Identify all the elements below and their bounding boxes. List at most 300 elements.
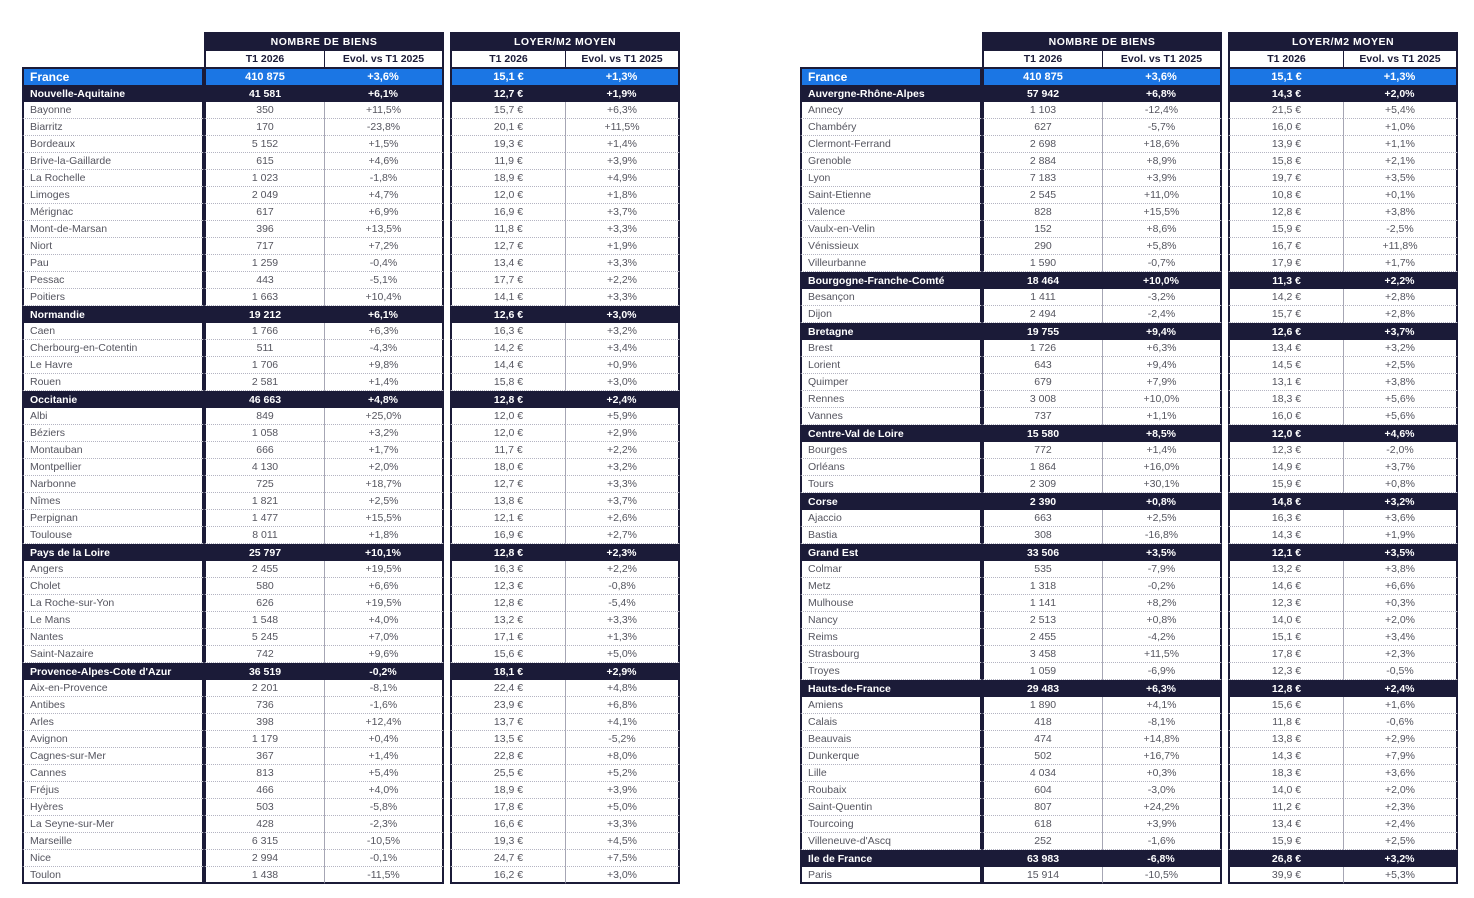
value-cell: 1 179 <box>204 731 324 748</box>
value-cell: +3,5% <box>1343 170 1458 187</box>
value-cell: 813 <box>204 765 324 782</box>
value-cell: 807 <box>982 799 1102 816</box>
city-row-label: Saint-Etienne <box>800 187 982 204</box>
value-cell: 627 <box>982 119 1102 136</box>
value-cell: 290 <box>982 238 1102 255</box>
value-cell: 15,8 € <box>1228 153 1343 170</box>
value-cell: +2,8% <box>1343 289 1458 306</box>
value-cell: 511 <box>204 340 324 357</box>
value-cell: -0,2% <box>324 663 444 680</box>
value-cell: +2,5% <box>324 493 444 510</box>
value-cell: 626 <box>204 595 324 612</box>
city-row-label: Pessac <box>22 272 204 289</box>
value-cell: 828 <box>982 204 1102 221</box>
value-cell: +8,0% <box>565 748 680 765</box>
value-cell: +0,8% <box>1343 476 1458 493</box>
value-cell: 580 <box>204 578 324 595</box>
value-cell: +7,0% <box>324 629 444 646</box>
value-cell: 20,1 € <box>450 119 565 136</box>
value-cell: +8,9% <box>1102 153 1222 170</box>
value-cell: -4,3% <box>324 340 444 357</box>
value-cell: 12,3 € <box>1228 595 1343 612</box>
value-cell: +2,5% <box>1102 510 1222 527</box>
value-cell: 15,9 € <box>1228 833 1343 850</box>
city-row-label: Montauban <box>22 442 204 459</box>
city-row-label: Angers <box>22 561 204 578</box>
value-cell: 618 <box>982 816 1102 833</box>
value-cell: 1 411 <box>982 289 1102 306</box>
header-spacer <box>800 32 982 51</box>
city-row-label: Montpellier <box>22 459 204 476</box>
value-cell: 14,6 € <box>1228 578 1343 595</box>
value-cell: 19,7 € <box>1228 170 1343 187</box>
value-cell: 12,8 € <box>450 544 565 561</box>
city-row-label: Marseille <box>22 833 204 850</box>
city-row-label: Tourcoing <box>800 816 982 833</box>
value-cell: +3,4% <box>565 340 680 357</box>
city-row-label: Brive-la-Gaillarde <box>22 153 204 170</box>
value-cell: 41 581 <box>204 85 324 102</box>
value-cell: +19,5% <box>324 561 444 578</box>
city-row-label: La Roche-sur-Yon <box>22 595 204 612</box>
value-cell: 737 <box>982 408 1102 425</box>
value-cell: -7,9% <box>1102 561 1222 578</box>
value-cell: 1 103 <box>982 102 1102 119</box>
value-cell: 13,4 € <box>1228 340 1343 357</box>
value-cell: 604 <box>982 782 1102 799</box>
region-row-label: Auvergne-Rhône-Alpes <box>800 85 982 102</box>
value-cell: 18,9 € <box>450 782 565 799</box>
value-cell: 350 <box>204 102 324 119</box>
value-cell: 12,8 € <box>450 391 565 408</box>
city-row-label: Lorient <box>800 357 982 374</box>
value-cell: 14,2 € <box>1228 289 1343 306</box>
city-row-label: Dunkerque <box>800 748 982 765</box>
value-cell: 1 766 <box>204 323 324 340</box>
header-spacer <box>22 32 204 51</box>
value-cell: +2,8% <box>1343 306 1458 323</box>
city-row-label: Arles <box>22 714 204 731</box>
value-cell: +7,9% <box>1102 374 1222 391</box>
value-cell: 1 821 <box>204 493 324 510</box>
value-cell: -0,8% <box>565 578 680 595</box>
value-cell: 10,8 € <box>1228 187 1343 204</box>
value-cell: +3,3% <box>565 816 680 833</box>
value-cell: +3,4% <box>1343 629 1458 646</box>
value-cell: +25,0% <box>324 408 444 425</box>
value-cell: +3,2% <box>324 425 444 442</box>
value-cell: 15,1 € <box>450 67 565 85</box>
value-cell: +1,3% <box>565 67 680 85</box>
value-cell: +8,5% <box>1102 425 1222 442</box>
value-cell: +3,0% <box>565 867 680 884</box>
value-cell: +10,4% <box>324 289 444 306</box>
value-cell: 15,1 € <box>1228 67 1343 85</box>
value-cell: +1,4% <box>324 748 444 765</box>
value-cell: 14,3 € <box>1228 748 1343 765</box>
value-cell: +4,8% <box>565 680 680 697</box>
city-row-label: Annecy <box>800 102 982 119</box>
value-cell: 16,3 € <box>1228 510 1343 527</box>
city-row-label: La Seyne-sur-Mer <box>22 816 204 833</box>
value-cell: +8,2% <box>1102 595 1222 612</box>
value-cell: +16,7% <box>1102 748 1222 765</box>
value-cell: +18,7% <box>324 476 444 493</box>
value-cell: +2,9% <box>565 663 680 680</box>
value-cell: +3,2% <box>565 323 680 340</box>
value-cell: 2 994 <box>204 850 324 867</box>
value-cell: +2,9% <box>1343 731 1458 748</box>
column-group-header: LOYER/M2 MOYEN <box>450 32 680 51</box>
value-cell: 15 914 <box>982 867 1102 884</box>
city-row-label: Nîmes <box>22 493 204 510</box>
value-cell: 13,7 € <box>450 714 565 731</box>
value-cell: +6,8% <box>565 697 680 714</box>
city-row-label: Orléans <box>800 459 982 476</box>
value-cell: 252 <box>982 833 1102 850</box>
value-cell: +2,5% <box>1343 833 1458 850</box>
value-cell: +10,0% <box>1102 272 1222 289</box>
value-cell: 725 <box>204 476 324 493</box>
value-cell: 12,8 € <box>450 595 565 612</box>
value-cell: +8,6% <box>1102 221 1222 238</box>
value-cell: 1 438 <box>204 867 324 884</box>
value-cell: +5,4% <box>1343 102 1458 119</box>
value-cell: 736 <box>204 697 324 714</box>
value-cell: +0,9% <box>565 357 680 374</box>
column-group-header: NOMBRE DE BIENS <box>204 32 444 51</box>
city-row-label: Pau <box>22 255 204 272</box>
value-cell: +9,6% <box>324 646 444 663</box>
city-row-label: Le Mans <box>22 612 204 629</box>
region-row-label: Occitanie <box>22 391 204 408</box>
value-cell: +14,8% <box>1102 731 1222 748</box>
value-cell: 474 <box>982 731 1102 748</box>
value-cell: 18,9 € <box>450 170 565 187</box>
value-cell: +9,8% <box>324 357 444 374</box>
value-cell: +9,4% <box>1102 323 1222 340</box>
city-row-label: Bourges <box>800 442 982 459</box>
city-row-label: Vannes <box>800 408 982 425</box>
region-row-label: Grand Est <box>800 544 982 561</box>
value-cell: +4,9% <box>565 170 680 187</box>
value-cell: +4,0% <box>324 782 444 799</box>
value-cell: -23,8% <box>324 119 444 136</box>
value-cell: 18,3 € <box>1228 765 1343 782</box>
value-cell: 13,8 € <box>1228 731 1343 748</box>
value-cell: 2 049 <box>204 187 324 204</box>
value-cell: 6 315 <box>204 833 324 850</box>
value-cell: +1,3% <box>565 629 680 646</box>
value-cell: +6,3% <box>565 102 680 119</box>
value-cell: -6,9% <box>1102 663 1222 680</box>
value-cell: +3,7% <box>565 204 680 221</box>
value-cell: -0,7% <box>1102 255 1222 272</box>
region-row-label: Hauts-de-France <box>800 680 982 697</box>
value-cell: 1 890 <box>982 697 1102 714</box>
value-cell: -1,6% <box>324 697 444 714</box>
value-cell: 14,0 € <box>1228 782 1343 799</box>
value-cell: 46 663 <box>204 391 324 408</box>
city-row-label: Reims <box>800 629 982 646</box>
value-cell: +3,6% <box>1102 67 1222 85</box>
city-row-label: Nancy <box>800 612 982 629</box>
value-cell: +11,5% <box>565 119 680 136</box>
city-row-label: Colmar <box>800 561 982 578</box>
city-row-label: Beauvais <box>800 731 982 748</box>
value-cell: 7 183 <box>982 170 1102 187</box>
city-row-label: Albi <box>22 408 204 425</box>
value-cell: 11,2 € <box>1228 799 1343 816</box>
city-row-label: Rouen <box>22 374 204 391</box>
column-header: Evol. vs T1 2025 <box>324 51 444 67</box>
value-cell: 663 <box>982 510 1102 527</box>
value-cell: +2,0% <box>324 459 444 476</box>
value-cell: +3,3% <box>565 221 680 238</box>
value-cell: 428 <box>204 816 324 833</box>
value-cell: 17,8 € <box>1228 646 1343 663</box>
region-row-label: Bourgogne-Franche-Comté <box>800 272 982 289</box>
value-cell: -4,2% <box>1102 629 1222 646</box>
value-cell: 466 <box>204 782 324 799</box>
value-cell: 15,7 € <box>450 102 565 119</box>
city-row-label: Bastia <box>800 527 982 544</box>
value-cell: 2 455 <box>204 561 324 578</box>
value-cell: 2 390 <box>982 493 1102 510</box>
value-cell: 5 245 <box>204 629 324 646</box>
city-row-label: Hyères <box>22 799 204 816</box>
value-cell: +9,4% <box>1102 357 1222 374</box>
value-cell: 18,0 € <box>450 459 565 476</box>
value-cell: 11,8 € <box>1228 714 1343 731</box>
city-row-label: Roubaix <box>800 782 982 799</box>
value-cell: +1,1% <box>1343 136 1458 153</box>
city-row-label: Caen <box>22 323 204 340</box>
value-cell: 11,7 € <box>450 442 565 459</box>
value-cell: 12,7 € <box>450 85 565 102</box>
value-cell: +3,8% <box>1343 374 1458 391</box>
value-cell: +1,4% <box>324 374 444 391</box>
city-row-label: Toulon <box>22 867 204 884</box>
column-header: Evol. vs T1 2025 <box>1102 51 1222 67</box>
value-cell: +15,5% <box>1102 204 1222 221</box>
city-row-label: Antibes <box>22 697 204 714</box>
city-row-label: Calais <box>800 714 982 731</box>
value-cell: +2,0% <box>1343 85 1458 102</box>
value-cell: 2 309 <box>982 476 1102 493</box>
city-row-label: Biarritz <box>22 119 204 136</box>
city-row-label: Narbonne <box>22 476 204 493</box>
value-cell: 11,9 € <box>450 153 565 170</box>
city-row-label: Mont-de-Marsan <box>22 221 204 238</box>
value-cell: +2,7% <box>565 527 680 544</box>
value-cell: 418 <box>982 714 1102 731</box>
value-cell: +4,6% <box>324 153 444 170</box>
city-row-label: Cherbourg-en-Cotentin <box>22 340 204 357</box>
value-cell: 15,6 € <box>450 646 565 663</box>
city-row-label: Vénissieux <box>800 238 982 255</box>
value-cell: 15 580 <box>982 425 1102 442</box>
value-cell: 535 <box>982 561 1102 578</box>
value-cell: 39,9 € <box>1228 867 1343 884</box>
value-cell: +11,5% <box>1102 646 1222 663</box>
value-cell: +5,4% <box>324 765 444 782</box>
city-row-label: Troyes <box>800 663 982 680</box>
city-row-label: Avignon <box>22 731 204 748</box>
value-cell: +6,3% <box>1102 680 1222 697</box>
value-cell: +2,1% <box>1343 153 1458 170</box>
value-cell: -5,8% <box>324 799 444 816</box>
value-cell: 12,3 € <box>1228 442 1343 459</box>
value-cell: 14,3 € <box>1228 527 1343 544</box>
value-cell: +24,2% <box>1102 799 1222 816</box>
value-cell: 15,9 € <box>1228 476 1343 493</box>
value-cell: -5,1% <box>324 272 444 289</box>
column-header: T1 2026 <box>204 51 324 67</box>
value-cell: 1 023 <box>204 170 324 187</box>
value-cell: +3,3% <box>565 289 680 306</box>
value-cell: 1 477 <box>204 510 324 527</box>
value-cell: 170 <box>204 119 324 136</box>
region-row-label: Nouvelle-Aquitaine <box>22 85 204 102</box>
value-cell: +1,6% <box>1343 697 1458 714</box>
value-cell: +0,1% <box>1343 187 1458 204</box>
value-cell: +7,2% <box>324 238 444 255</box>
value-cell: 4 130 <box>204 459 324 476</box>
value-cell: +1,7% <box>1343 255 1458 272</box>
column-group-header: NOMBRE DE BIENS <box>982 32 1222 51</box>
city-row-label: Niort <box>22 238 204 255</box>
value-cell: +0,3% <box>1102 765 1222 782</box>
value-cell: +1,5% <box>324 136 444 153</box>
column-group-header: LOYER/M2 MOYEN <box>1228 32 1458 51</box>
value-cell: +1,3% <box>1343 67 1458 85</box>
value-cell: 19,3 € <box>450 136 565 153</box>
value-cell: -0,4% <box>324 255 444 272</box>
value-cell: 15,9 € <box>1228 221 1343 238</box>
value-cell: +11,0% <box>1102 187 1222 204</box>
column-header: Evol. vs T1 2025 <box>1343 51 1458 67</box>
city-row-label: Ajaccio <box>800 510 982 527</box>
value-cell: 16,3 € <box>450 561 565 578</box>
france-row-label: France <box>22 67 204 85</box>
value-cell: -1,6% <box>1102 833 1222 850</box>
value-cell: 18,1 € <box>450 663 565 680</box>
value-cell: 25 797 <box>204 544 324 561</box>
value-cell: +2,2% <box>565 272 680 289</box>
value-cell: 15,6 € <box>1228 697 1343 714</box>
value-cell: +4,7% <box>324 187 444 204</box>
value-cell: 1 318 <box>982 578 1102 595</box>
value-cell: +5,0% <box>565 646 680 663</box>
value-cell: 12,1 € <box>450 510 565 527</box>
value-cell: +12,4% <box>324 714 444 731</box>
value-cell: 8 011 <box>204 527 324 544</box>
value-cell: 13,2 € <box>1228 561 1343 578</box>
column-header: T1 2026 <box>982 51 1102 67</box>
value-cell: 29 483 <box>982 680 1102 697</box>
value-cell: +6,1% <box>324 85 444 102</box>
value-cell: 367 <box>204 748 324 765</box>
value-cell: +4,0% <box>324 612 444 629</box>
value-cell: +15,5% <box>324 510 444 527</box>
value-cell: 398 <box>204 714 324 731</box>
value-cell: -3,0% <box>1102 782 1222 799</box>
value-cell: 23,9 € <box>450 697 565 714</box>
city-row-label: Valence <box>800 204 982 221</box>
value-cell: +2,0% <box>1343 782 1458 799</box>
city-row-label: Clermont-Ferrand <box>800 136 982 153</box>
city-row-label: Cannes <box>22 765 204 782</box>
column-header: T1 2026 <box>450 51 565 67</box>
value-cell: 443 <box>204 272 324 289</box>
value-cell: 14,5 € <box>1228 357 1343 374</box>
region-row-label: Provence-Alpes-Cote d'Azur <box>22 663 204 680</box>
value-cell: +2,3% <box>1343 646 1458 663</box>
value-cell: 615 <box>204 153 324 170</box>
value-cell: -6,8% <box>1102 850 1222 867</box>
city-row-label: Bordeaux <box>22 136 204 153</box>
value-cell: 2 698 <box>982 136 1102 153</box>
value-cell: +5,6% <box>1343 391 1458 408</box>
value-cell: 12,8 € <box>1228 204 1343 221</box>
value-cell: +0,3% <box>1343 595 1458 612</box>
city-row-label: Grenoble <box>800 153 982 170</box>
value-cell: 16,0 € <box>1228 119 1343 136</box>
value-cell: 15,8 € <box>450 374 565 391</box>
city-row-label: Dijon <box>800 306 982 323</box>
value-cell: +6,3% <box>1102 340 1222 357</box>
value-cell: 16,6 € <box>450 816 565 833</box>
value-cell: +1,0% <box>1343 119 1458 136</box>
value-cell: 12,0 € <box>450 408 565 425</box>
value-cell: 18,3 € <box>1228 391 1343 408</box>
value-cell: 643 <box>982 357 1102 374</box>
city-row-label: Mulhouse <box>800 595 982 612</box>
city-row-label: Perpignan <box>22 510 204 527</box>
value-cell: +3,9% <box>1102 170 1222 187</box>
city-row-label: Nantes <box>22 629 204 646</box>
city-row-label: Toulouse <box>22 527 204 544</box>
value-cell: 2 545 <box>982 187 1102 204</box>
city-row-label: Bayonne <box>22 102 204 119</box>
value-cell: 679 <box>982 374 1102 391</box>
value-cell: +4,5% <box>565 833 680 850</box>
value-cell: 12,3 € <box>1228 663 1343 680</box>
value-cell: 18 464 <box>982 272 1102 289</box>
value-cell: -10,5% <box>1102 867 1222 884</box>
value-cell: 742 <box>204 646 324 663</box>
value-cell: +3,9% <box>565 153 680 170</box>
rental-table-left <box>22 32 680 884</box>
value-cell: 772 <box>982 442 1102 459</box>
value-cell: +3,3% <box>565 255 680 272</box>
value-cell: +6,3% <box>324 323 444 340</box>
value-cell: -11,5% <box>324 867 444 884</box>
value-cell: +0,8% <box>1102 493 1222 510</box>
value-cell: +2,4% <box>565 391 680 408</box>
value-cell: +6,8% <box>1102 85 1222 102</box>
region-row-label: Bretagne <box>800 323 982 340</box>
value-cell: 12,6 € <box>1228 323 1343 340</box>
value-cell: -5,2% <box>565 731 680 748</box>
value-cell: +3,3% <box>565 612 680 629</box>
city-row-label: Villeurbanne <box>800 255 982 272</box>
value-cell: +5,3% <box>1343 867 1458 884</box>
value-cell: 5 152 <box>204 136 324 153</box>
value-cell: +1,9% <box>565 85 680 102</box>
value-cell: 33 506 <box>982 544 1102 561</box>
